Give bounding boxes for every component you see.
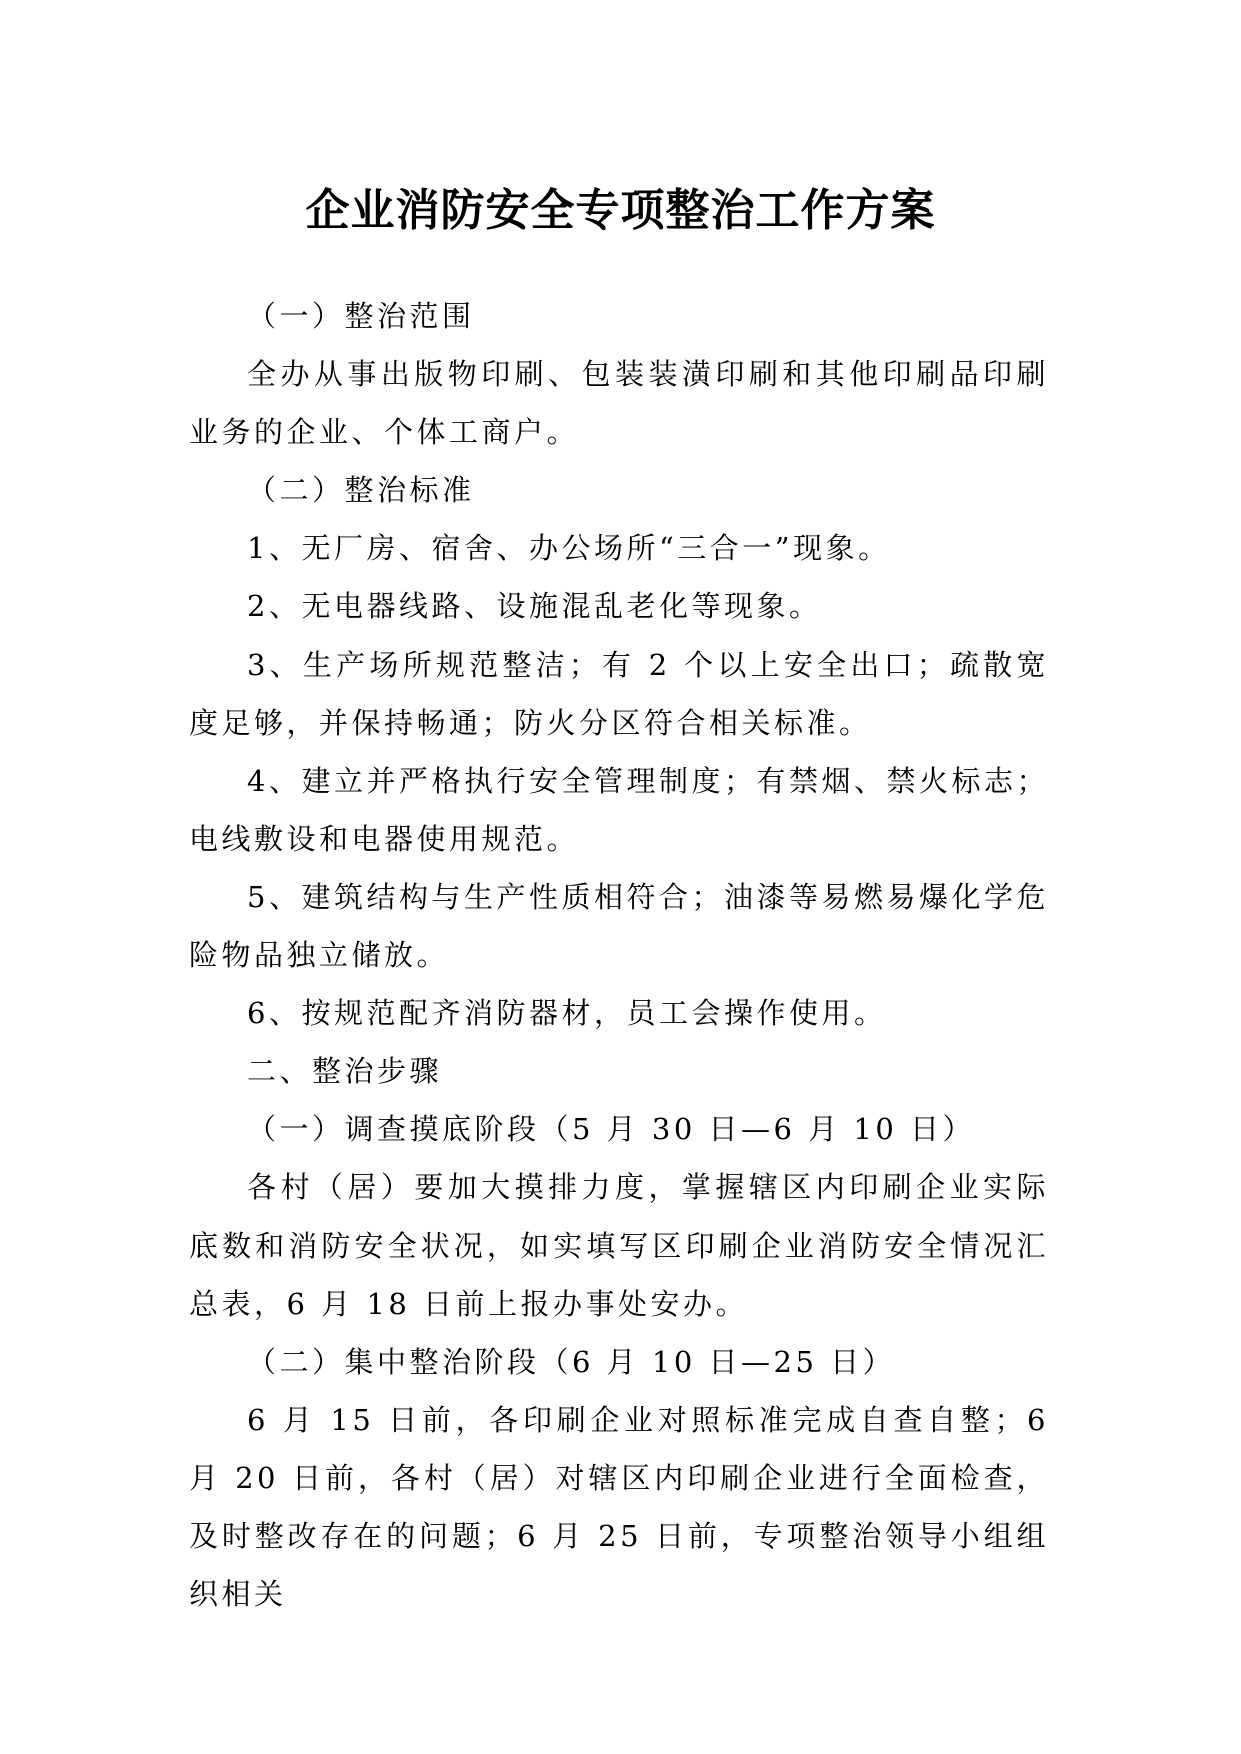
section-heading-standards: （二）整治标准 (247, 473, 475, 508)
section-heading-scope: （一）整治范围 (247, 299, 475, 333)
paragraph-survey-text: 各村（居）要加大摸排力度，掌握辖区内印刷企业实际底数和消防安全状况，如实填写区印刷企业消防安全情况汇总表，6 月 18 日前上报办事处安办。 (189, 1170, 1049, 1321)
standard-item-2: 2、无电器线路、设施混乱老化等现象。 (247, 589, 822, 624)
standard-item-1: 1、无厂房、宿舍、办公场所“三合一”现象。 (247, 531, 891, 566)
standard-item-6: 6、按规范配齐消防器材，员工会操作使用。 (247, 996, 887, 1031)
standard-item-3: 3、生产场所规范整洁；有 2 个以上安全出口；疏散宽度足够，并保持畅通；防火分区符合相关标准。 (189, 647, 1049, 740)
section-heading-steps: 二、整治步骤 (247, 1054, 443, 1089)
paragraph-scope-text: 全办从事出版物印刷、包装装潢印刷和其他印刷品印刷业务的企业、个体工商户。 (189, 357, 1049, 450)
document-body (189, 287, 1049, 1623)
document-title: 企业消防安全专项整治工作方案 (305, 185, 936, 237)
standard-item-5: 5、建筑结构与生产性质相符合；油漆等易燃易爆化学危险物品独立储放。 (189, 879, 1049, 973)
step-heading-rectification: （二）集中整治阶段（6 月 10 日—25 日） (247, 1344, 896, 1379)
step-heading-survey: （一）调查摸底阶段（5 月 30 日—6 月 10 日） (247, 1112, 976, 1147)
standard-item-4: 4、建立并严格执行安全管理制度；有禁烟、禁火标志；电线敷设和电器使用规范。 (189, 763, 1049, 856)
paragraph-rectification-text: 6 月 15 日前，各印刷企业对照标准完成自查自整；6 月 20 日前，各村（居）对辖区内印刷企业进行全面检查，及时整改存在的问题；6 月 25 日前，专项整治领导小组组织相关 (189, 1402, 1049, 1612)
